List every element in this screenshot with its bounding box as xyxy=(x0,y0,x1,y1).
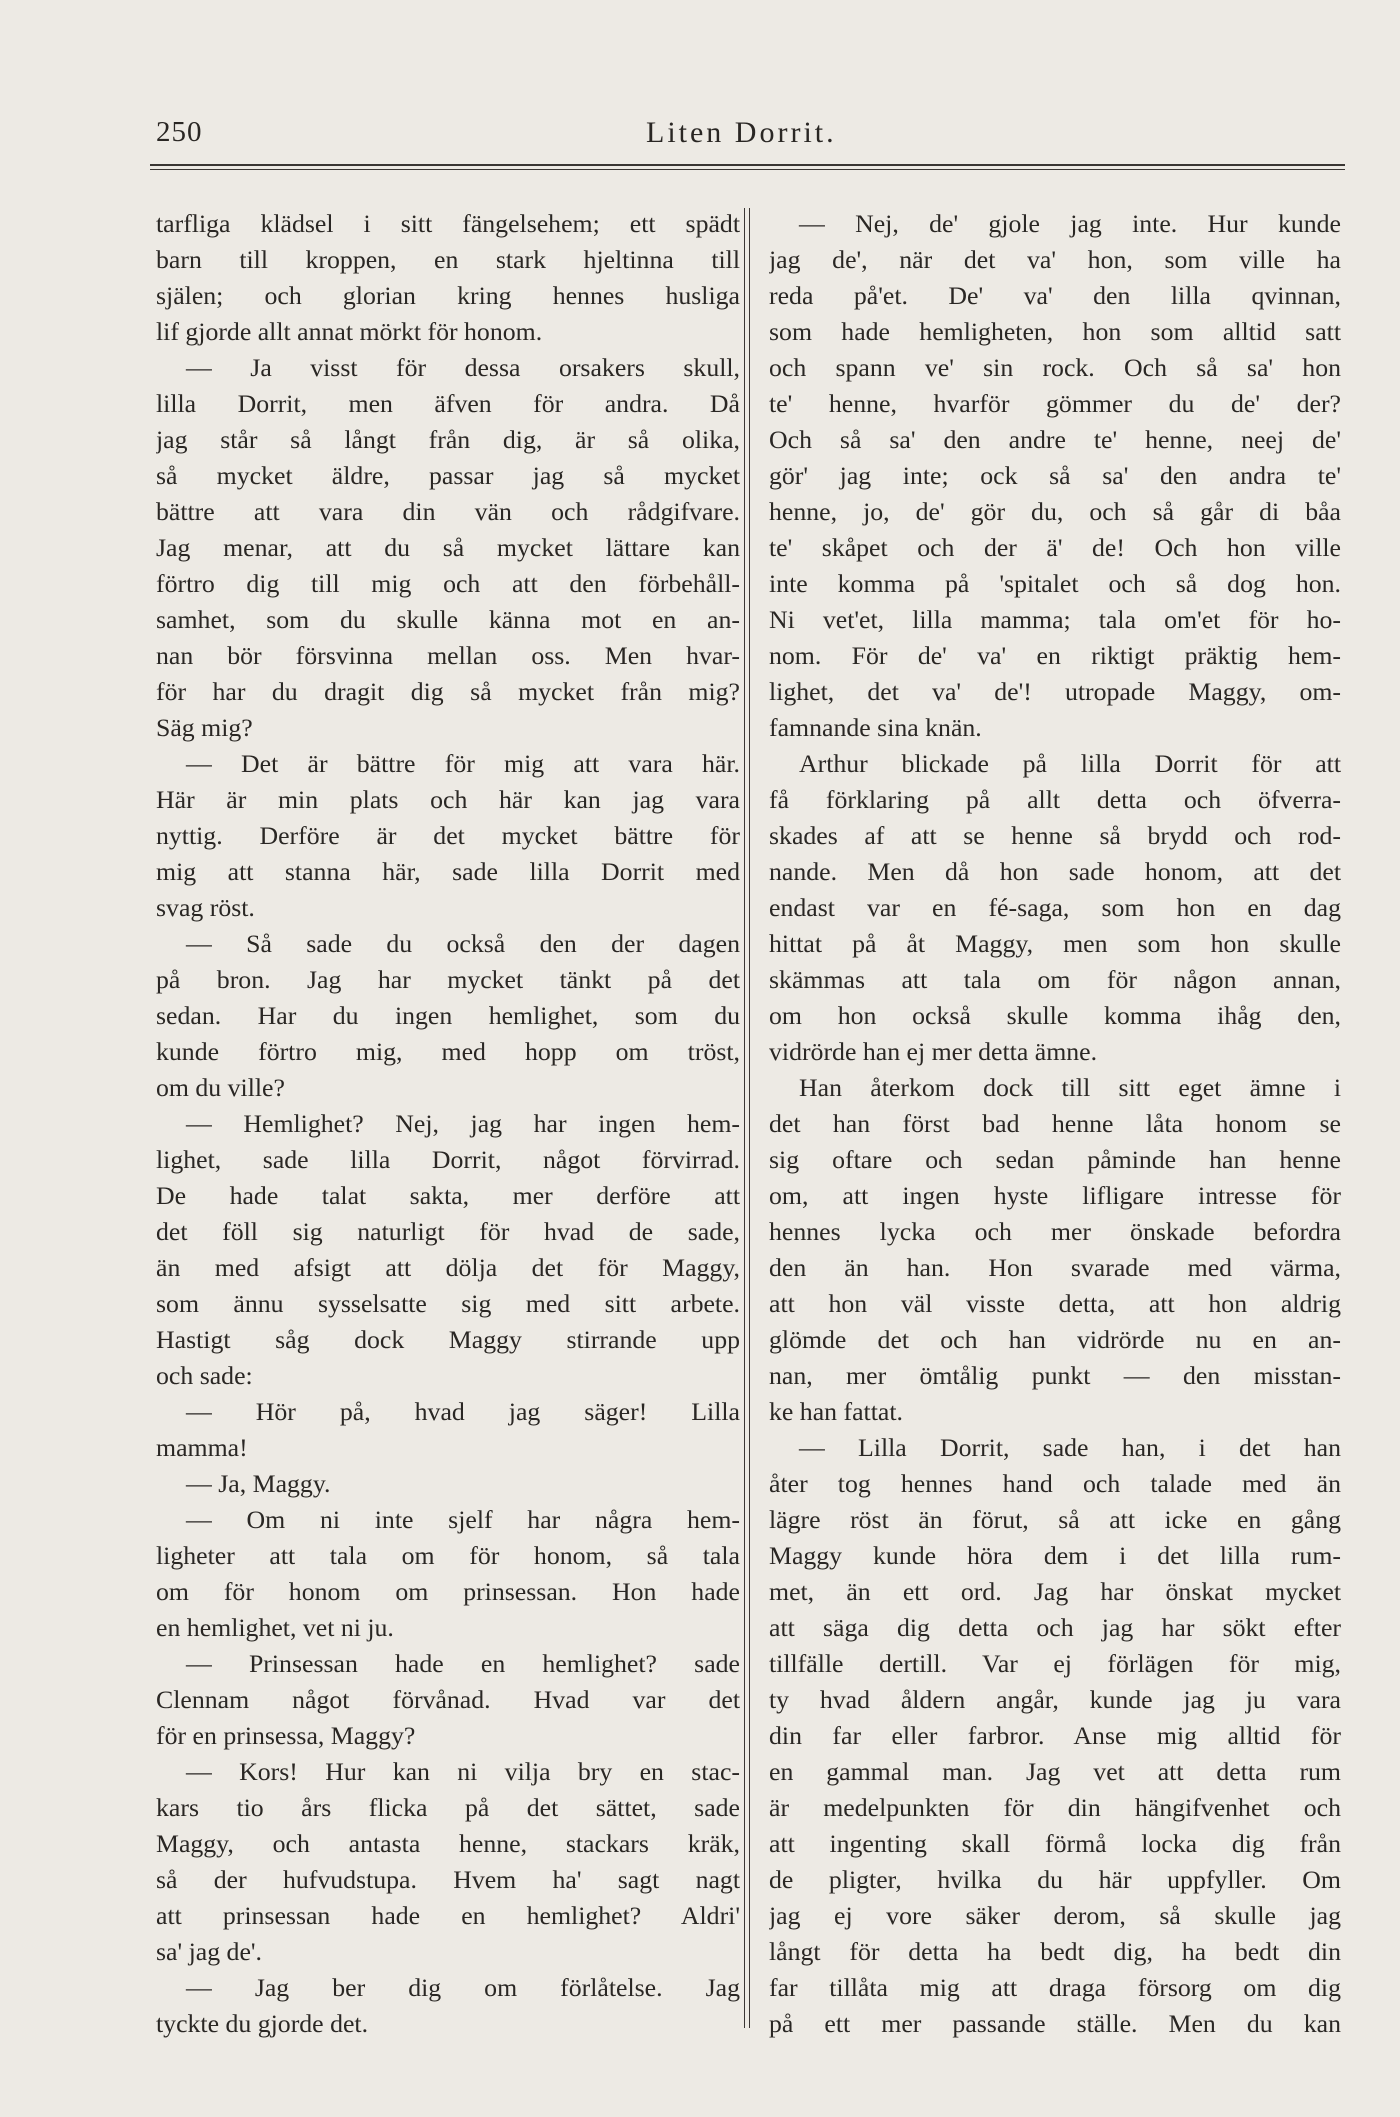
text-line: de pligter, hvilka du här uppfyller. Om xyxy=(769,1865,1341,1894)
text-line: Maggy, och antasta henne, stackars kräk, xyxy=(156,1829,740,1858)
text-line: hittat på åt Maggy, men som hon skulle xyxy=(769,929,1341,958)
text-line: som hade hemligheten, hon som alltid satt xyxy=(769,317,1341,346)
text-line: lilla Dorrit, men äfven för andra. Då xyxy=(156,389,740,418)
text-line: — Ja, Maggy. xyxy=(186,1469,331,1498)
text-line: Maggy kunde höra dem i det lilla rum- xyxy=(769,1541,1341,1570)
text-line: met, än ett ord. Jag har önskat mycket xyxy=(769,1577,1341,1606)
text-line: för en prinsessa, Maggy? xyxy=(156,1721,416,1750)
text-line: — Lilla Dorrit, sade han, i det han xyxy=(799,1433,1341,1462)
text-line: Säg mig? xyxy=(156,713,253,742)
text-line: själen; och glorian kring hennes husliga xyxy=(156,281,740,310)
text-line: — Kors! Hur kan ni vilja bry en stac- xyxy=(186,1757,740,1786)
text-line: De hade talat sakta, mer derföre att xyxy=(156,1181,740,1210)
text-line: jag står så långt från dig, är så olika, xyxy=(156,425,740,454)
text-line: att ingenting skall förmå locka dig från xyxy=(769,1829,1341,1858)
text-line: glömde det och han vidrörde nu en an- xyxy=(769,1325,1341,1354)
text-line: samhet, som du skulle känna mot en an- xyxy=(156,605,740,634)
text-line: Och så sa' den andre te' henne, neej de' xyxy=(769,425,1341,454)
text-line: en hemlighet, vet ni ju. xyxy=(156,1613,394,1642)
text-line: nan bör försvinna mellan oss. Men hvar- xyxy=(156,641,740,670)
text-line: ke han fattat. xyxy=(769,1397,903,1426)
text-line: endast var en fé-saga, som hon en dag xyxy=(769,893,1341,922)
text-line: den än han. Hon svarade med värma, xyxy=(769,1253,1341,1282)
text-line: — Om ni inte sjelf har några hem- xyxy=(186,1505,740,1534)
text-line: — Hemlighet? Nej, jag har ingen hem- xyxy=(186,1109,740,1138)
text-line: och sade: xyxy=(156,1361,253,1390)
text-line: lif gjorde allt annat mörkt för honom. xyxy=(156,317,543,346)
text-line: gör' jag inte; ock så sa' den andra te' xyxy=(769,461,1341,490)
text-line: reda på'et. De' va' den lilla qvinnan, xyxy=(769,281,1341,310)
text-line: famnande sina knän. xyxy=(769,713,982,742)
text-line: sedan. Har du ingen hemlighet, som du xyxy=(156,1001,740,1030)
page-header xyxy=(156,112,1344,162)
text-line: ligheter att tala om för honom, så tala xyxy=(156,1541,740,1570)
text-line: Arthur blickade på lilla Dorrit för att xyxy=(799,749,1341,778)
header-rule-thick xyxy=(150,164,1345,166)
text-line: få förklaring på allt detta och öfverra- xyxy=(769,785,1341,814)
text-line: jag de', när det va' hon, som ville ha xyxy=(769,245,1341,274)
text-line: om du ville? xyxy=(156,1073,285,1102)
text-line: att hon väl visste detta, att hon aldrig xyxy=(769,1289,1341,1318)
text-line: sa' jag de'. xyxy=(156,1937,262,1966)
text-line: lighet, sade lilla Dorrit, något förvirrad. xyxy=(156,1145,740,1174)
text-line: tyckte du gjorde det. xyxy=(156,2009,369,2038)
right-text-column xyxy=(769,206,1341,2086)
text-line: Jag menar, att du så mycket lättare kan xyxy=(156,533,740,562)
text-line: Ni vet'et, lilla mamma; tala om'et för ho- xyxy=(769,605,1341,634)
text-line: barn till kroppen, en stark hjeltinna till xyxy=(156,245,740,274)
header-rule-thin xyxy=(150,169,1345,170)
text-line: Hastigt såg dock Maggy stirrande upp xyxy=(156,1325,740,1354)
text-line: — Så sade du också den der dagen xyxy=(186,929,740,958)
text-line: skämmas att tala om för någon annan, xyxy=(769,965,1341,994)
text-line: ty hvad åldern angår, kunde jag ju vara xyxy=(769,1685,1341,1714)
text-line: Han återkom dock till sitt eget ämne i xyxy=(799,1073,1341,1102)
text-line: henne, jo, de' gör du, och så går di båa xyxy=(769,497,1341,526)
text-line: — Hör på, hvad jag säger! Lilla xyxy=(186,1397,740,1426)
text-line: Clennam något förvånad. Hvad var det xyxy=(156,1685,740,1714)
text-line: inte komma på 'spitalet och så dog hon. xyxy=(769,569,1341,598)
text-line: far tillåta mig att draga försorg om dig xyxy=(769,1973,1341,2002)
text-line: — Prinsessan hade en hemlighet? sade xyxy=(186,1649,740,1678)
text-line: om hon också skulle komma ihåg den, xyxy=(769,1001,1341,1030)
running-title: Liten Dorrit. xyxy=(646,116,837,149)
text-line: bättre att vara din vän och rådgifvare. xyxy=(156,497,740,526)
text-line: nyttig. Derföre är det mycket bättre för xyxy=(156,821,740,850)
text-line: svag röst. xyxy=(156,893,255,922)
text-line: Här är min plats och här kan jag vara xyxy=(156,785,740,814)
text-line: långt för detta ha bedt dig, ha bedt din xyxy=(769,1937,1341,1966)
text-line: te' skåpet och der ä' de! Och hon ville xyxy=(769,533,1341,562)
text-line: kunde förtro mig, med hopp om tröst, xyxy=(156,1037,740,1066)
text-line: så mycket äldre, passar jag så mycket xyxy=(156,461,740,490)
text-line: — Jag ber dig om förlåtelse. Jag xyxy=(186,1973,740,2002)
text-line: så der hufvudstupa. Hvem ha' sagt nagt xyxy=(156,1865,740,1894)
text-line: är medelpunkten för din hängifvenhet och xyxy=(769,1793,1341,1822)
left-text-column xyxy=(156,206,740,2086)
text-line: — Ja visst för dessa orsakers skull, xyxy=(186,353,740,382)
text-line: som ännu sysselsatte sig med sitt arbete. xyxy=(156,1289,740,1318)
text-line: te' henne, hvarför gömmer du de' der? xyxy=(769,389,1341,418)
text-line: om för honom om prinsessan. Hon hade xyxy=(156,1577,740,1606)
text-line: — Det är bättre för mig att vara här. xyxy=(186,749,740,778)
text-line: att säga dig detta och jag har sökt efter xyxy=(769,1613,1341,1642)
page-number: 250 xyxy=(156,116,203,148)
text-line: tarfliga klädsel i sitt fängelsehem; ett spädt xyxy=(156,209,740,238)
text-line: på bron. Jag har mycket tänkt på det xyxy=(156,965,740,994)
text-line: åter tog hennes hand och talade med än xyxy=(769,1469,1341,1498)
text-line: vidrörde han ej mer detta ämne. xyxy=(769,1037,1098,1066)
text-line: hennes lycka och mer önskade befordra xyxy=(769,1217,1341,1246)
text-line: mamma! xyxy=(156,1433,248,1462)
text-line: tillfälle dertill. Var ej förlägen för mig, xyxy=(769,1649,1341,1678)
text-line: för har du dragit dig så mycket från mig? xyxy=(156,677,740,706)
text-line: om, att ingen hyste lifligare intresse för xyxy=(769,1181,1341,1210)
text-line: att prinsessan hade en hemlighet? Aldri' xyxy=(156,1901,740,1930)
text-line: lägre röst än förut, så att icke en gång xyxy=(769,1505,1341,1534)
column-divider xyxy=(744,208,750,2028)
text-line: nom. För de' va' en riktigt präktig hem- xyxy=(769,641,1341,670)
text-line: sig oftare och sedan påminde han henne xyxy=(769,1145,1341,1174)
text-line: kars tio års flicka på det sättet, sade xyxy=(156,1793,740,1822)
text-line: nan, mer ömtålig punkt — den misstan- xyxy=(769,1361,1341,1390)
text-line: och spann ve' sin rock. Och så sa' hon xyxy=(769,353,1341,382)
text-line: jag ej vore säker derom, så skulle jag xyxy=(769,1901,1341,1930)
text-line: på ett mer passande ställe. Men du kan xyxy=(769,2009,1341,2038)
text-line: skades af att se henne så brydd och rod- xyxy=(769,821,1341,850)
text-line: en gammal man. Jag vet att detta rum xyxy=(769,1757,1341,1786)
text-line: nande. Men då hon sade honom, att det xyxy=(769,857,1341,886)
text-line: det han först bad henne låta honom se xyxy=(769,1109,1341,1138)
text-line: än med afsigt att dölja det för Maggy, xyxy=(156,1253,740,1282)
text-line: mig att stanna här, sade lilla Dorrit med xyxy=(156,857,740,886)
text-line: det föll sig naturligt för hvad de sade, xyxy=(156,1217,740,1246)
text-line: — Nej, de' gjole jag inte. Hur kunde xyxy=(799,209,1341,238)
text-line: förtro dig till mig och att den förbehåll- xyxy=(156,569,740,598)
text-line: din far eller farbror. Anse mig alltid för xyxy=(769,1721,1341,1750)
text-line: lighet, det va' de'! utropade Maggy, om- xyxy=(769,677,1341,706)
